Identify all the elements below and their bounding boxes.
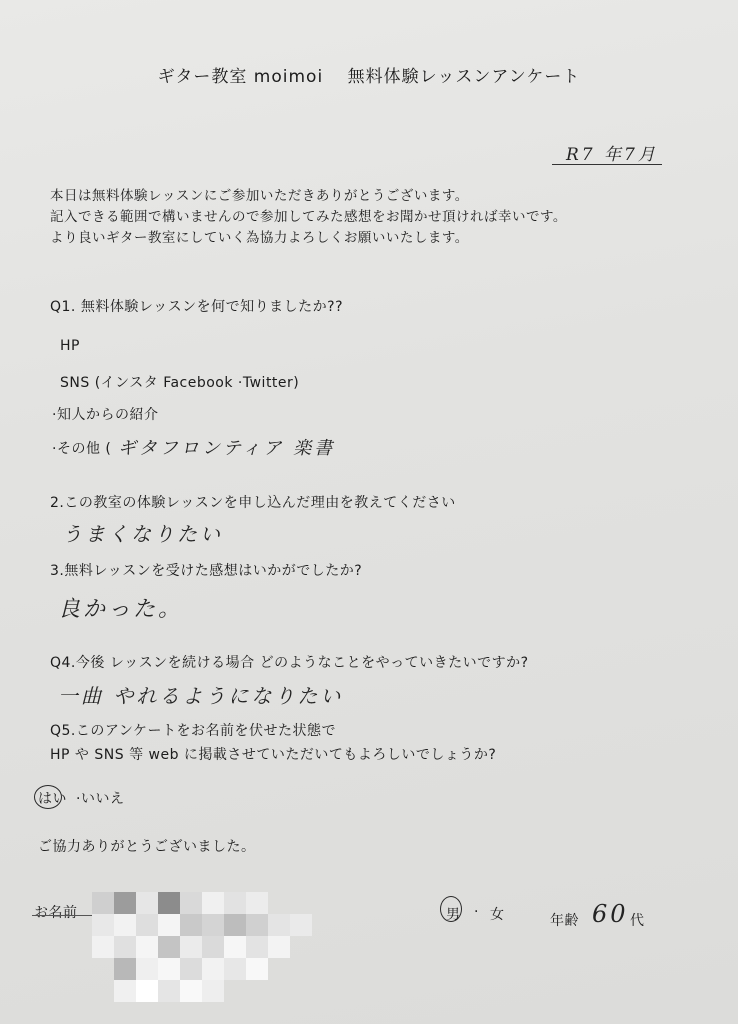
q5-option-no[interactable]: ·いいえ	[76, 791, 125, 807]
q1-option-hp[interactable]: HP	[60, 338, 80, 354]
q5-question-line1: Q5.このアンケートをお名前を伏せた状態で	[50, 723, 337, 739]
intro-line: より良いギター教室にしていく為協力よろしくお願いいたします。	[50, 230, 469, 246]
q1-option-sns[interactable]: SNS (インスタ Facebook ·Twitter)	[60, 375, 300, 391]
intro-line: 記入できる範囲で構いませんので参加してみた感想をお聞かせ頂ければ幸いです。	[50, 209, 567, 225]
q2-answer-handwritten: うまくなりたい	[62, 522, 223, 546]
gender-male[interactable]: 男	[446, 907, 461, 923]
page-title: ギター教室 moimoi 無料体験レッスンアンケート	[157, 67, 581, 87]
q1-option-other[interactable]: ·その他 (	[52, 441, 112, 457]
age-value-handwritten: 60	[592, 900, 629, 928]
gender-separator: ·	[474, 904, 479, 920]
q4-question: Q4.今後 レッスンを続ける場合 どのようなことをやっていきたいですか?	[50, 655, 529, 671]
date-handwritten: R7 年7月	[566, 145, 658, 165]
name-underline	[32, 915, 92, 916]
gender-female[interactable]: 女	[490, 907, 505, 923]
q5-question-line2: HP や SNS 等 web に掲載させていただいてもよろしいでしょうか?	[50, 747, 497, 763]
intro-text	[50, 186, 567, 249]
name-label: お名前	[34, 905, 78, 921]
age-suffix: 代	[630, 913, 645, 929]
q2-question: 2.この教室の体験レッスンを申し込んだ理由を教えてください	[50, 495, 456, 511]
q1-option-referral[interactable]: ·知人からの紹介	[52, 407, 159, 423]
q1-answer-handwritten: ギタフロンティア 楽書	[118, 438, 336, 459]
closing-text: ご協力ありがとうございました。	[38, 839, 256, 855]
q5-option-yes[interactable]: はい	[38, 791, 67, 807]
intro-line: 本日は無料体験レッスンにご参加いただきありがとうございます。	[50, 188, 469, 204]
q3-answer-handwritten: 良かった。	[58, 597, 184, 622]
q1-question: Q1. 無料体験レッスンを何で知りましたか??	[50, 299, 344, 315]
q4-answer-handwritten: 一曲 やれるようになりたい	[58, 684, 344, 708]
q3-question: 3.無料レッスンを受けた感想はいかがでしたか?	[50, 563, 363, 579]
age-label: 年齢	[550, 913, 579, 929]
